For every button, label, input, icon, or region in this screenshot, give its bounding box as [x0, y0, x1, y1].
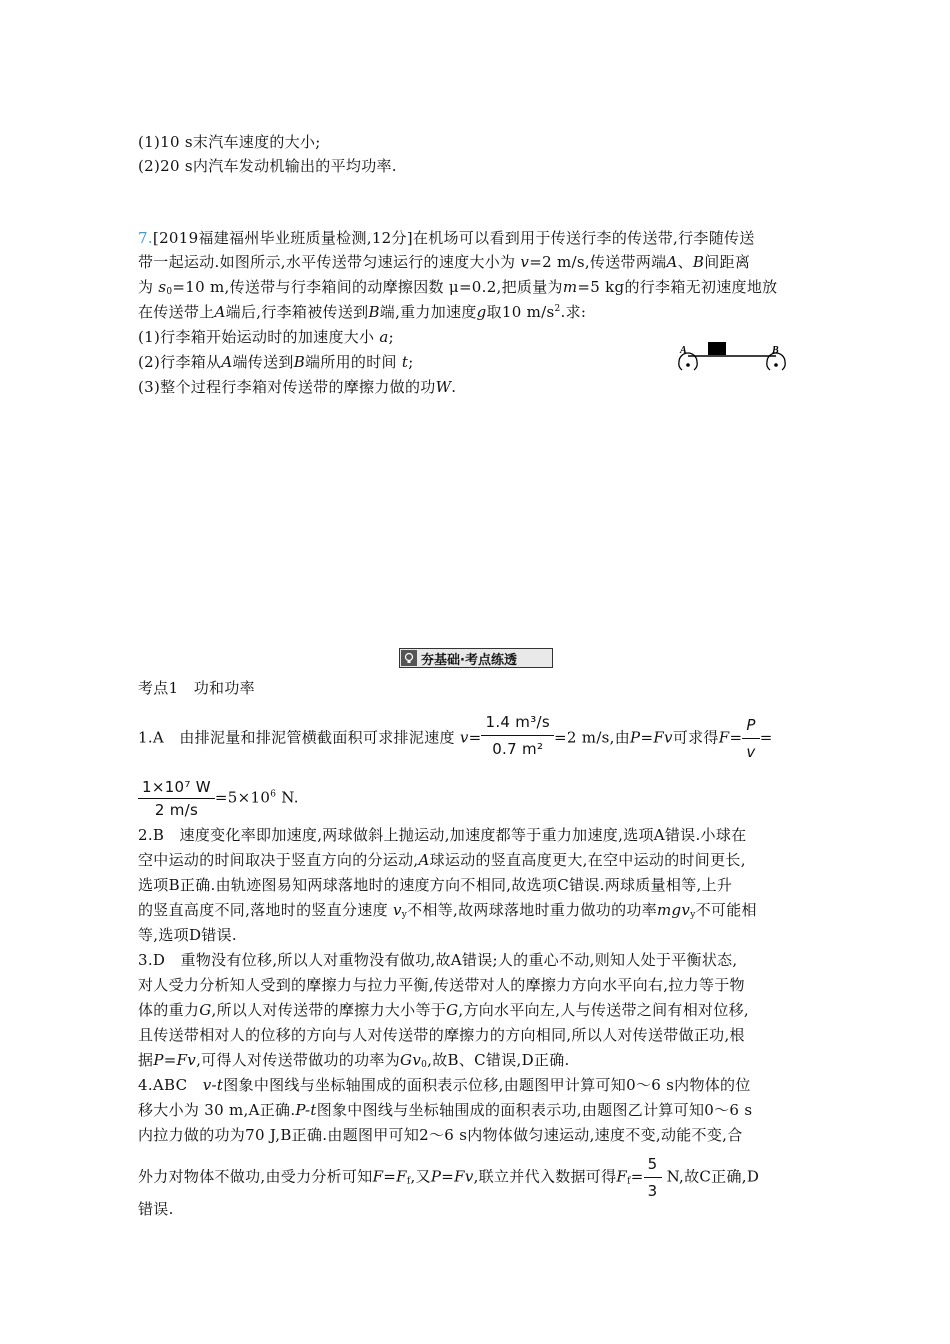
sub-0: 0	[166, 287, 173, 297]
denominator: v	[746, 743, 756, 761]
var-g: G	[199, 1001, 212, 1019]
var-a-small: a	[379, 328, 389, 346]
numerator: 5	[644, 1151, 662, 1178]
var-b: B	[368, 303, 380, 321]
text: 球运动的竖直高度更大,在空中运动的时间更长,	[429, 851, 746, 869]
sub-f: f	[406, 1176, 411, 1187]
var-mgv: mgv	[657, 901, 691, 919]
text: 在传送带上	[138, 303, 215, 321]
denominator: 2 m/s	[154, 801, 199, 819]
var-t: t	[401, 353, 409, 371]
text: 取10 m/s	[486, 303, 555, 321]
text: ;	[388, 328, 395, 346]
answer-4-line1	[138, 1074, 751, 1096]
answer-3-line2: 对人受力分析知人受到的摩擦力与拉力平衡,传送带对人的摩擦力方向水平向右,拉力等于物	[138, 976, 745, 994]
text: ,所以人对传送带的摩擦力大小等于	[211, 1001, 447, 1019]
text: =2 m/s,传送带两端	[529, 253, 667, 271]
q7-sub2	[138, 351, 414, 373]
q7-line2	[138, 251, 750, 273]
q7-sub1	[138, 326, 394, 348]
fraction-force	[138, 776, 215, 821]
conveyor-belt-diagram	[672, 338, 797, 380]
text: (3)整个过程行李箱对传送带的摩擦力做的功	[138, 378, 436, 396]
text: =	[630, 1167, 644, 1186]
sub-y: y	[401, 910, 408, 920]
section-banner	[399, 648, 553, 668]
formula: v-t	[202, 1076, 224, 1094]
text: 图象中图线与坐标轴围成的面积表示功,由题图乙计算可知0～6 s	[316, 1101, 753, 1119]
denominator: 3	[647, 1182, 658, 1200]
text: ,又	[410, 1167, 431, 1186]
var-a: A	[214, 303, 226, 321]
text: N.	[276, 788, 299, 807]
answer-2-line2	[138, 849, 746, 871]
sub-f: f	[627, 1176, 631, 1187]
text: =5×10	[214, 788, 271, 807]
lightbulb-icon	[401, 650, 417, 666]
q6-sub1: (1)10 s末汽车速度的大小;	[138, 133, 321, 151]
sup-2: 2	[554, 304, 561, 314]
answer-4-line3: 内拉力做的功为70 J,B正确.由题图甲可知2～6 s内物体做匀速运动,速度不变,动能不变,合	[138, 1126, 743, 1144]
text: 空中运动的时间取决于竖直方向的分运动,	[138, 851, 419, 869]
q7-line4	[138, 301, 586, 323]
var-a: A	[418, 851, 430, 869]
text: 端传送到	[232, 353, 294, 371]
text: 移大小为 30 m,A正确.	[138, 1101, 296, 1119]
text: 不可能相	[695, 901, 757, 919]
text: N,故C正确,D	[661, 1167, 760, 1186]
formula: P-t	[295, 1101, 317, 1119]
formula: P=Fv	[430, 1167, 474, 1186]
label-b: B	[772, 345, 779, 356]
text: 1.A 由排泥量和排泥管横截面积可求排泥速度	[138, 728, 460, 747]
text: =	[729, 728, 743, 747]
sub-y: y	[690, 910, 696, 920]
var-g: g	[476, 303, 487, 321]
text: 的竖直高度不同,落地时的竖直分速度	[138, 901, 393, 919]
var-f: F	[616, 1167, 628, 1186]
var-p: P	[630, 728, 641, 747]
var-v: v	[520, 253, 530, 271]
text: 端,重力加速度	[379, 303, 477, 321]
var-f: F	[653, 728, 665, 747]
formula: Gv	[400, 1051, 422, 1069]
var-g: G	[446, 1001, 459, 1019]
text: ,联立并代入数据可得	[473, 1167, 617, 1186]
text: =	[468, 728, 482, 747]
text: .	[451, 378, 457, 396]
var-w: W	[435, 378, 452, 396]
numerator: 1.4 m³/s	[481, 709, 554, 736]
answer-2-line1: 2.B 速度变化率即加速度,两球做斜上抛运动,加速度都等于重力加速度,选项A错误.小球在	[138, 826, 747, 844]
text: (1)行李箱开始运动时的加速度大小	[138, 328, 380, 346]
text: 间距离	[704, 253, 751, 271]
text: 带一起运动.如图所示,水平传送带匀速运行的速度大小为	[138, 253, 521, 271]
text: (2)行李箱从	[138, 353, 222, 371]
text: [2019福建福州毕业班质量检测,12分]在机场可以看到用于传送行李的传送带,行李随传送	[152, 229, 755, 247]
answer-4-line4	[138, 1151, 759, 1204]
text: ,方向水平向左,人与传送带之间有相对位移,	[458, 1001, 749, 1019]
answer-2-line3: 选项B正确.由轨迹图易知两球落地时的速度方向不相同,故选项C错误.两球质量相等,上升	[138, 876, 733, 894]
answer-1-line2	[138, 776, 299, 821]
text: ,可得人对传送带做功的功率为	[196, 1051, 401, 1069]
text: 据	[138, 1051, 154, 1069]
text: 、	[677, 253, 693, 271]
text: =10 m,传送带与行李箱间的动摩擦因数 μ=0.2,把质量为	[172, 278, 563, 296]
text: ,故B、C错误,D正确.	[427, 1051, 570, 1069]
answer-2-line4	[138, 899, 757, 921]
text: 图象中图线与坐标轴围成的面积表示位移,由题图甲计算可知0～6 s内物体的位	[223, 1076, 751, 1094]
q7-sub3	[138, 376, 456, 398]
q7-line1	[138, 227, 755, 249]
text: =5 kg的行李箱无初速度地放	[577, 278, 778, 296]
text: =2 m/s,由	[554, 728, 631, 747]
text: .求:	[560, 303, 587, 321]
text: =	[759, 728, 773, 747]
var-v: v	[664, 728, 673, 747]
q6-sub2: (2)20 s内汽车发动机输出的平均功率.	[138, 157, 397, 175]
answer-2-line5: 等,选项D错误.	[138, 926, 237, 944]
label-a: A	[680, 345, 687, 356]
answer-4-line2	[138, 1099, 752, 1121]
var-a: A	[666, 253, 678, 271]
var-s: s	[158, 278, 167, 296]
sub-0: 0	[421, 1060, 428, 1070]
answer-1-line1	[138, 712, 773, 765]
text: =	[640, 728, 654, 747]
fraction-five-thirds	[644, 1151, 662, 1204]
var-m: m	[562, 278, 578, 296]
formula: P=Fv	[153, 1051, 197, 1069]
exponent: 6	[270, 789, 277, 800]
q7-number: 7.	[138, 229, 153, 247]
answer-4-line5: 错误.	[138, 1200, 174, 1218]
var-v: v	[392, 901, 402, 919]
var-b: B	[692, 253, 705, 271]
denominator: 0.7 m²	[492, 740, 544, 758]
answer-3-line4: 且传送带相对人的位移的方向与人对传送带的摩擦力的方向相同,所以人对传送带做正功,根	[138, 1026, 745, 1044]
var-b: B	[293, 353, 306, 371]
var-a: A	[221, 353, 233, 371]
text: 体的重力	[138, 1001, 200, 1019]
text: 不相等,故两球落地时重力做功的功率	[407, 901, 657, 919]
numerator: 1×10⁷ W	[138, 776, 215, 799]
q7-line3	[138, 276, 777, 298]
answer-3-line3	[138, 999, 749, 1021]
formula: F=F	[372, 1167, 407, 1186]
var-f: F	[718, 728, 730, 747]
text: 为	[138, 278, 159, 296]
text: ;	[408, 353, 414, 371]
text: 4.ABC	[138, 1076, 203, 1094]
var-v: v	[459, 728, 469, 747]
fraction-p-over-v	[742, 712, 759, 765]
text: 外力对物体不做功,由受力分析可知	[138, 1167, 373, 1186]
answer-3-line1: 3.D 重物没有位移,所以人对重物没有做功,故A错误;人的重心不动,则知人处于平衡状态,	[138, 951, 738, 969]
text: 可求得	[672, 728, 719, 747]
answer-3-line5	[138, 1049, 570, 1071]
section-title: 考点1 功和功率	[138, 679, 255, 697]
numerator: P	[742, 712, 759, 739]
text: 端所用的时间	[305, 353, 402, 371]
luggage-box	[708, 342, 726, 355]
banner-title: 夯基础·考点练透	[421, 652, 517, 668]
fraction-flow	[481, 709, 554, 762]
text: 端后,行李箱被传送到	[225, 303, 369, 321]
